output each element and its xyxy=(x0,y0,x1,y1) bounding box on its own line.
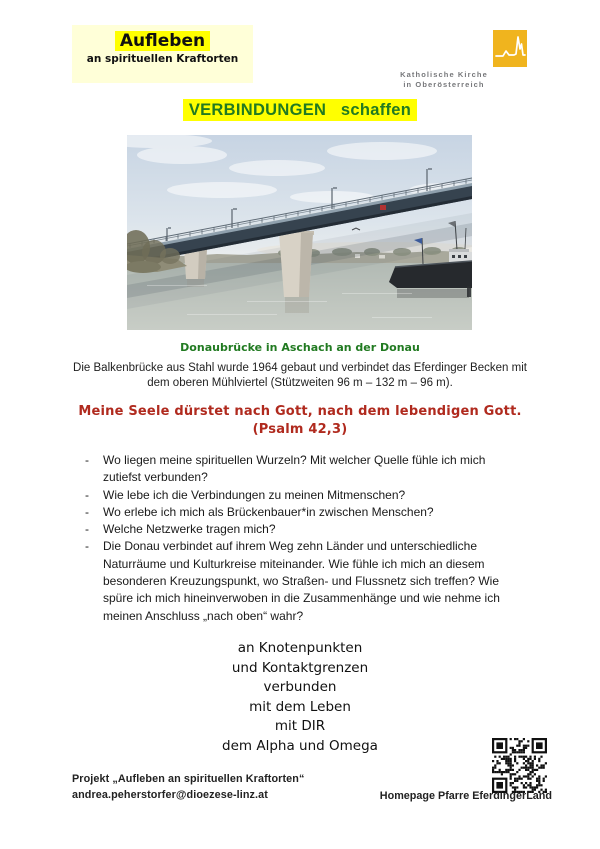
bullet-dash xyxy=(85,487,103,504)
list-item xyxy=(85,521,521,538)
photo-caption: Donaubrücke in Aschach an der Donau xyxy=(180,341,420,354)
red-sign xyxy=(380,205,386,210)
poem-line: an Knotenpunkten xyxy=(237,640,363,656)
poem-line: verbunden xyxy=(263,679,337,695)
list-item xyxy=(85,452,521,487)
question-text: Wie lebe ich die Verbindungen zu meinen Mitmenschen? xyxy=(103,487,406,502)
project-badge xyxy=(72,25,253,83)
poem-line: mit dem Leben xyxy=(249,698,351,715)
question-list xyxy=(85,452,521,625)
poem-line: dem Alpha und Omega xyxy=(222,737,378,754)
diocese-name-line2: in Oberösterreich xyxy=(403,79,485,89)
footer-contact xyxy=(72,772,304,803)
pier-left xyxy=(184,249,207,279)
badge-subtitle: an spirituellen Kraftorten xyxy=(86,53,239,65)
footer-email: andrea.peherstorfer@dioezese-linz.at xyxy=(72,788,268,801)
bullet-dash xyxy=(85,504,103,521)
question-text: Die Donau verbindet auf ihrem Weg zehn Länder und unterschiedliche Naturräume und Kulturkreise miteinander. Wie fühle ich mich an diesem besonderen Kreuzungspunkt, wo Straßen- und Flussnetz sich treffen? Wie spüre ich mich hineinverwoben in die Zusammenhänge und wie nehme ich meinen Anschluss „nach oben“ wahr? xyxy=(103,539,500,623)
question-text: Wo liegen meine spirituellen Wurzeln? Mit welcher Quelle fühle ich mich zutiefst verbunden? xyxy=(103,453,486,485)
bridge-description: Die Balkenbrücke aus Stahl wurde 1964 gebaut und verbindet das Eferdinger Becken mit dem oberen Mühlviertel (Stützweiten 96 m – 132 m – 96 m). xyxy=(73,362,527,389)
headline xyxy=(0,101,600,120)
diocese-name-line1: Katholische Kirche xyxy=(400,70,488,79)
bullet-dash xyxy=(85,452,103,487)
psalm-line1: Meine Seele dürstet nach Gott, nach dem lebendigen Gott. xyxy=(78,404,522,419)
question-text: Welche Netzwerke tragen mich? xyxy=(103,522,276,537)
diocese-name xyxy=(391,70,497,89)
list-item xyxy=(85,504,521,521)
qr-code xyxy=(492,738,547,793)
bullet-dash xyxy=(85,538,103,624)
church-skyline-icon xyxy=(493,30,527,67)
poem-line: mit DIR xyxy=(274,718,326,734)
footer-homepage-label: Homepage Pfarre EferdingerLand xyxy=(379,790,552,802)
badge-title: Aufleben xyxy=(115,31,210,51)
diocese-logo xyxy=(493,30,527,67)
poem-line: und Kontaktgrenzen xyxy=(231,659,369,676)
list-item xyxy=(85,538,521,624)
bullet-dash xyxy=(85,521,103,538)
psalm-reference: (Psalm 42,3) xyxy=(252,421,348,437)
pier-reflection xyxy=(285,297,309,313)
bridge-photo xyxy=(127,135,472,330)
list-item xyxy=(85,487,521,504)
footer-project-line: Projekt „Aufleben an spirituellen Kraftorten“ xyxy=(72,773,305,785)
psalm-quote xyxy=(0,403,600,438)
question-text: Wo erlebe ich mich als Brückenbauer*in zwischen Menschen? xyxy=(103,504,434,519)
headline-text: VERBINDUNGEN schaffen xyxy=(183,99,417,121)
pier-center xyxy=(278,231,314,297)
